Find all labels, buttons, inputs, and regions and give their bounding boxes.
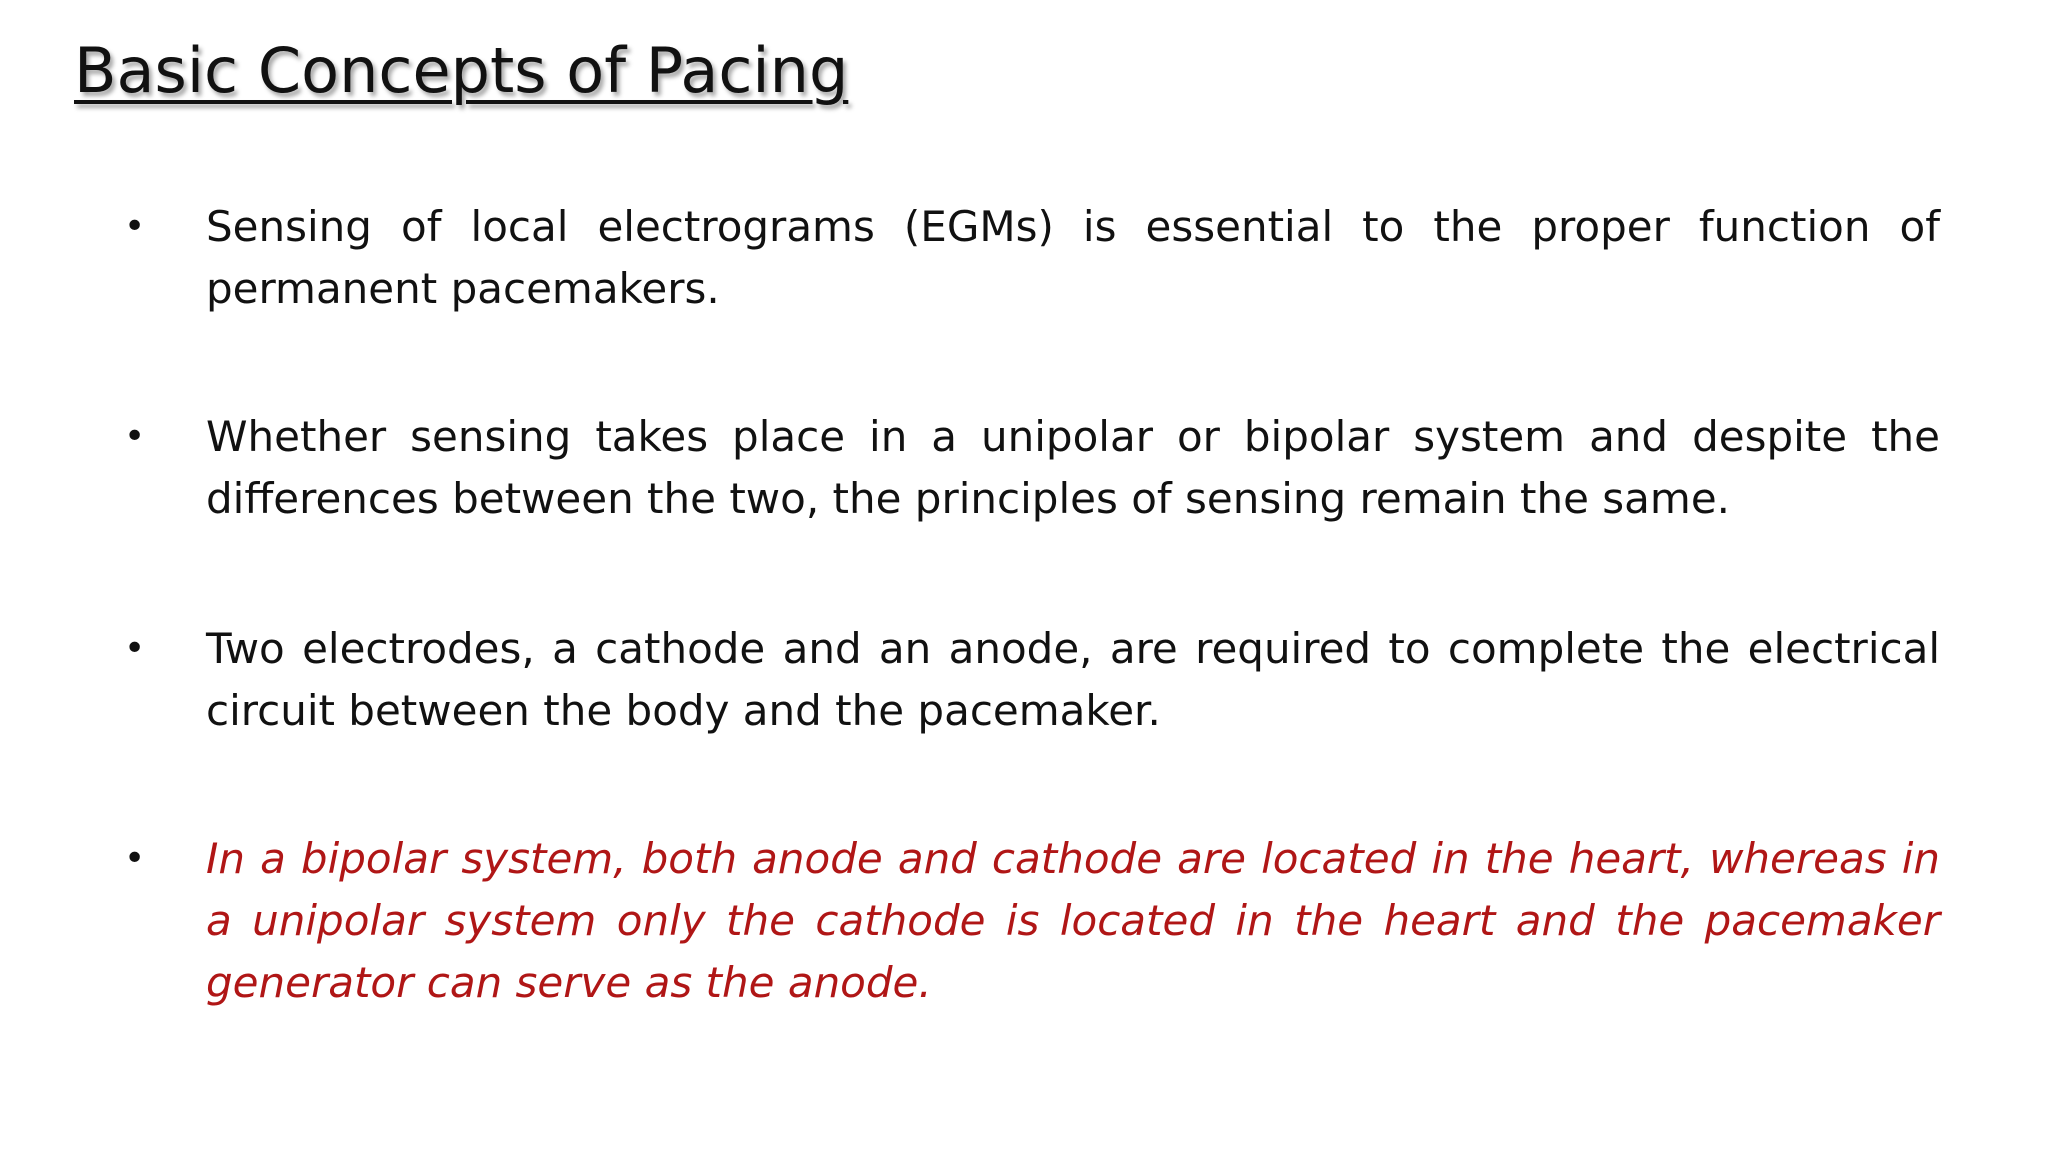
bullet-item — [120, 196, 1940, 320]
bullet-marker: • — [124, 206, 146, 247]
bullet-text-emphasis: In a bipolar system, both anode and cathode are located in the heart, whereas in a unipolar system only the cathode is located in the heart and the pacemaker generator can serve as the anode. — [206, 834, 1940, 1007]
bullet-marker: • — [124, 416, 146, 457]
bullet-item — [120, 406, 1940, 530]
bullet-item — [120, 618, 1940, 742]
slide-title: Basic Concepts of Pacing — [74, 34, 849, 107]
bullet-marker: • — [124, 838, 146, 879]
bullet-item — [120, 828, 1940, 1014]
bullet-text: Whether sensing takes place in a unipolar or bipolar system and despite the differences between the two, the principles of sensing remain the same. — [206, 412, 1940, 523]
bullet-text: Sensing of local electrograms (EGMs) is essential to the proper function of permanent pacemakers. — [206, 202, 1940, 313]
bullet-marker: • — [124, 628, 146, 669]
bullet-text: Two electrodes, a cathode and an anode, are required to complete the electrical circuit between the body and the pacemaker. — [206, 624, 1940, 735]
